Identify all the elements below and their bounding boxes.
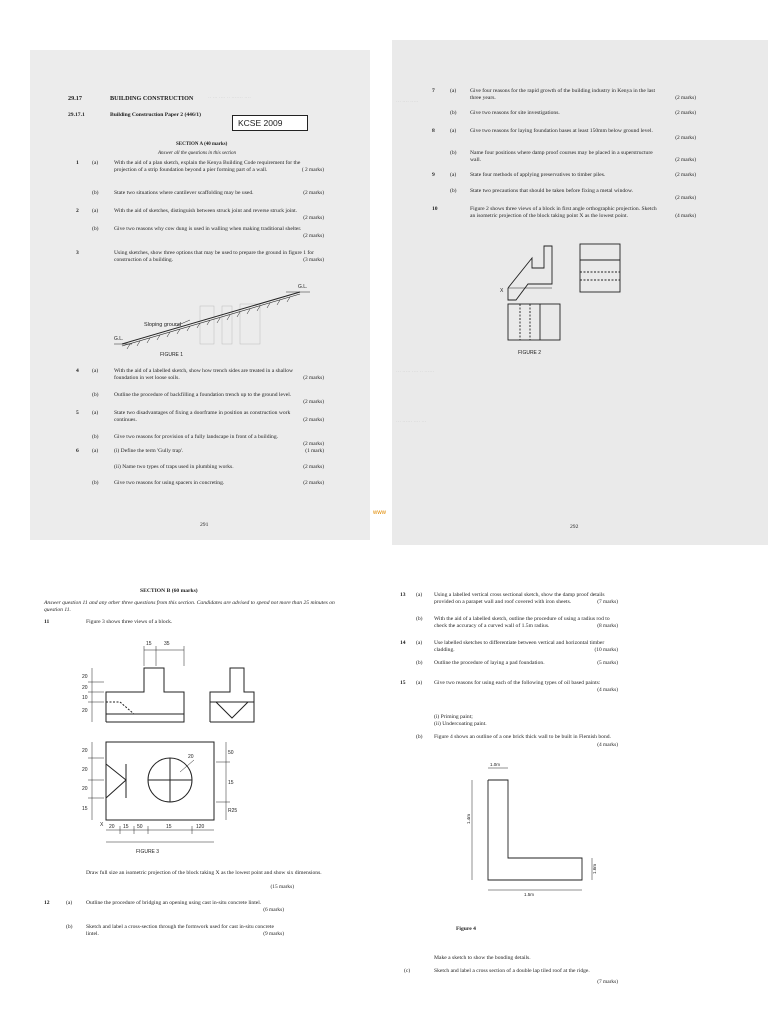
q15c-text: Sketch and label a cross section of a double lap tiled roof at the ridge. [434, 968, 590, 974]
question-text: State two situations where cantilever scaffolding may be used. [114, 190, 254, 196]
dim-radius: 20 [188, 754, 194, 760]
question-part: (a) [66, 900, 73, 906]
dim-15-top: 15 [146, 641, 152, 647]
paper-title: Building Construction Paper 2 (446/1) [110, 112, 201, 118]
paper-number: 29.17.1 [68, 112, 85, 118]
q11-marks: (15 marks) [270, 884, 294, 890]
question-part: (a) [92, 160, 99, 166]
gl-lower-label: G.L. [114, 336, 124, 342]
question-text: Give two reasons for laying foundation bases at least 150mm below ground level. [470, 128, 653, 134]
figure-3-caption: FIGURE 3 [136, 849, 160, 855]
question-part: (b) [92, 226, 99, 232]
question-number: 12 [44, 900, 50, 906]
question-part: (a) [416, 592, 423, 598]
question-part: (a) [92, 208, 99, 214]
dim-bottom-3: 50 [137, 824, 143, 830]
question-number: 7 [432, 88, 435, 94]
question-marks: (7 marks) [597, 599, 618, 605]
question-number: 3 [76, 250, 79, 256]
question-marks: (2 marks) [303, 441, 324, 447]
question-part: (a) [450, 172, 457, 178]
question-number: 10 [432, 206, 438, 212]
fig4-dim-right: 1.6m [592, 863, 597, 874]
q15c-part: (c) [404, 968, 411, 974]
sloping-ground-label: Sloping ground [144, 322, 182, 328]
figure-4-caption: Figure 4 [456, 926, 476, 932]
question-part: (b) [416, 660, 423, 666]
question-part: (a) [450, 128, 457, 134]
dim-left-3: 10 [82, 695, 88, 701]
bleed-through-text: ·· ··· ···· ·· ······· ···· [208, 96, 251, 101]
section-b-instruction: Answer question 11 and any other three questions from this section. Candidates are advised to spend not more than 25 minutes on question 11. [44, 600, 335, 613]
figure-2-caption: FIGURE 2 [518, 350, 542, 356]
question-marks: (2 marks) [675, 172, 696, 178]
question-number: 5 [76, 410, 79, 416]
section-b-heading: SECTION B (60 marks) [140, 588, 198, 594]
exam-page-section-b-cont [384, 548, 768, 1024]
dim-left-2: 20 [82, 685, 88, 691]
page-number-292: 292 [570, 524, 579, 530]
figure-4-wall-outline [464, 758, 614, 898]
question-marks: (2 marks) [303, 233, 324, 239]
figure-2-orthographic-views [500, 236, 660, 366]
question-text: Give four reasons for the rapid growth of the building industry in Kenya in the last three years. [470, 88, 656, 101]
question-marks: (8 marks) [597, 623, 618, 629]
dim-left-4: 20 [82, 708, 88, 714]
question-text: With the aid of sketches, distinguish between struck joint and reverse struck joint. [114, 208, 298, 214]
question-part: (b) [416, 616, 423, 622]
question-number: 8 [432, 128, 435, 134]
q11-number: 11 [44, 619, 50, 625]
question-part: (a) [92, 448, 99, 454]
watermark-link[interactable]: www [373, 510, 386, 516]
dim-bottom-5: 120 [196, 824, 205, 830]
dim-bottom-4: 15 [166, 824, 172, 830]
question-text: With the aid of a plan sketch, explain the Kenya Building Code requirement for the projection of a strip foundation beyond a pier forming part of a wall. [114, 160, 301, 173]
question-text: Give two reasons for using each of the following types of oil based paints: [434, 680, 601, 686]
question-marks: (2 marks) [303, 417, 324, 423]
question-text: Use labelled sketches to differentiate between vertical and horizontal timber cladding. [434, 640, 605, 653]
bleed-through-text: ··· ······ ···· ··· [396, 420, 427, 425]
dim-plan-3: 20 [82, 786, 88, 792]
question-text: Using a labelled vertical cross sectional sketch, show the damp proof details provided on a parapet wall and roof covered with iron sheets. [434, 592, 605, 605]
question-marks: (2 marks) [675, 135, 696, 141]
question-number: 4 [76, 368, 79, 374]
question-marks: (2 marks) [675, 110, 696, 116]
figure-1-caption: FIGURE 1 [160, 352, 184, 358]
question-marks: (2 marks) [303, 375, 324, 381]
question-part: (b) [92, 392, 99, 398]
fig4-dim-top: 1.0m [490, 762, 501, 767]
dim-35-top: 35 [164, 641, 170, 647]
question-number: 2 [76, 208, 79, 214]
question-marks: (4 marks) [597, 687, 618, 693]
question-text: Outline the procedure of backfilling a foundation trench up to the ground level. [114, 392, 292, 398]
bleed-through-text: ··· ···· ····· [396, 100, 419, 105]
section-title: BUILDING CONSTRUCTION [110, 95, 194, 102]
q15-sub-2: (ii) Undercoating paint. [434, 721, 487, 727]
section-a-instruction: Answer all the questions in this section [158, 151, 237, 156]
fig4-dim-bottom: 1.5m [524, 892, 535, 897]
question-marks: (2 marks) [303, 190, 324, 196]
dim-bottom-2: 15 [123, 824, 129, 830]
question-part: (b) [92, 434, 99, 440]
question-text: Give two reasons for site investigations. [470, 110, 560, 116]
question-text: Name four positions where damp proof courses may be placed in a superstructure wall. [470, 150, 653, 163]
question-part: (b) [450, 188, 457, 194]
page-number-291: 291 [200, 522, 209, 528]
question-text: Give two reasons why cow dung is used in walling when making traditional shelter. [114, 226, 302, 232]
question-part: (a) [92, 368, 99, 374]
question-marks: (6 marks) [263, 907, 284, 913]
dim-right-2: 15 [228, 780, 234, 786]
question-marks: (2 marks) [675, 195, 696, 201]
bleed-through-text: ··· ····· ···· ·· ······ [396, 370, 435, 375]
question-text: State two disadvantages of fixing a doorframe in position as construction work continues. [114, 410, 291, 423]
question-marks: (2 marks) [303, 399, 324, 405]
question-marks: (3 marks) [303, 257, 324, 263]
q15b-tail: Make a sketch to show the bonding details. [434, 955, 531, 961]
question-number: 14 [400, 640, 406, 646]
question-part: (b) [450, 110, 457, 116]
question-text: Using sketches, show three options that may be used to prepare the ground in figure 1 for construction of a building. [114, 250, 314, 263]
q15b-part: (b) [416, 734, 423, 740]
question-text: (i) Define the term 'Gully trap'. [114, 448, 184, 454]
question-text: Give two reasons for using spacers in concreting. [114, 480, 225, 486]
question-number: 13 [400, 592, 406, 598]
question-text: (ii) Name two types of traps used in plumbing works. [114, 464, 234, 470]
question-marks: (2 marks) [303, 464, 324, 470]
question-marks: (2 marks) [303, 215, 324, 221]
figure-1-sloping-ground [110, 282, 320, 360]
dim-bottom-1: 20 [109, 824, 115, 830]
question-text: Outline the procedure of laying a pad foundation. [434, 660, 545, 666]
q15b-marks: (4 marks) [597, 742, 618, 748]
question-part: (b) [66, 924, 73, 930]
question-part: (b) [450, 150, 457, 156]
dim-right-3: R25 [228, 808, 238, 814]
question-part: (a) [450, 88, 457, 94]
question-part: (a) [92, 410, 99, 416]
question-marks: (2 marks) [675, 157, 696, 163]
fig4-dim-left: 1.4m [466, 813, 471, 824]
question-number: 1 [76, 160, 79, 166]
question-marks: ( 2 marks) [301, 167, 324, 173]
q15c-marks: (7 marks) [597, 979, 618, 985]
dim-plan-2: 20 [82, 767, 88, 773]
dim-right-1: 50 [228, 750, 234, 756]
question-number: 9 [432, 172, 435, 178]
question-text: Sketch and label a cross-section through the formwork used for cast in-situ concrete lintel. [86, 924, 274, 937]
q15-sub-1: (i) Priming paint; [434, 714, 473, 720]
q11-task: Draw full size an isometric projection of the block taking X as the lowest point and show six dimensions. [86, 870, 322, 876]
question-marks: (2 marks) [303, 480, 324, 486]
question-marks: (1 mark) [305, 448, 324, 454]
kcse-year-badge: KCSE 2009 [232, 115, 308, 131]
q15b-text: Figure 4 shows an outline of a one brick thick wall to be built in Flemish bond. [434, 734, 611, 740]
question-text: With the aid of a labelled sketch, outline the procedure of using a radius rod to check the accuracy of a curved wall of 1.5m radius. [434, 616, 610, 629]
question-number: 15 [400, 680, 406, 686]
question-part: (b) [92, 190, 99, 196]
question-marks: (4 marks) [675, 213, 696, 219]
question-part: (b) [92, 480, 99, 486]
question-text: With the aid of a labelled sketch, show how trench sides are treated in a shallow foundation in wet loose soils. [114, 368, 294, 381]
dim-plan-1: 20 [82, 748, 88, 754]
question-text: State two precautions that should be taken before fixing a metal window. [470, 188, 634, 194]
dim-left-1: 20 [82, 674, 88, 680]
question-part: (a) [416, 680, 423, 686]
section-number: 29.17 [68, 95, 82, 102]
question-part: (a) [416, 640, 423, 646]
question-text: Figure 2 shows three views of a block in first angle orthographic projection. Sketch an isometric projection of the block taking point X as the lowest point. [470, 206, 657, 219]
question-text: State four methods of applying preservatives to timber piles. [470, 172, 606, 178]
exam-page-292 [392, 40, 768, 545]
exam-page-section-b [0, 548, 384, 1024]
point-x-label: X [500, 288, 504, 294]
question-text: Give two reasons for provision of a fully landscape in front of a building. [114, 434, 279, 440]
dim-plan-4: 15 [82, 806, 88, 812]
question-marks: (5 marks) [597, 660, 618, 666]
exam-page-291 [30, 50, 370, 540]
point-x-label: X [100, 822, 104, 828]
question-marks: (10 marks) [594, 647, 618, 653]
figure-3-block-views [76, 638, 276, 858]
q11-text: Figure 3 shows three views of a block. [86, 619, 173, 625]
question-marks: (2 marks) [675, 95, 696, 101]
question-marks: (9 marks) [263, 931, 284, 937]
question-text: Outline the procedure of bridging an opening using cast in-situ concrete lintel. [86, 900, 262, 906]
section-a-heading: SECTION A (40 marks) [176, 142, 228, 147]
question-number: 6 [76, 448, 79, 454]
gl-upper-label: G.L. [298, 284, 308, 290]
